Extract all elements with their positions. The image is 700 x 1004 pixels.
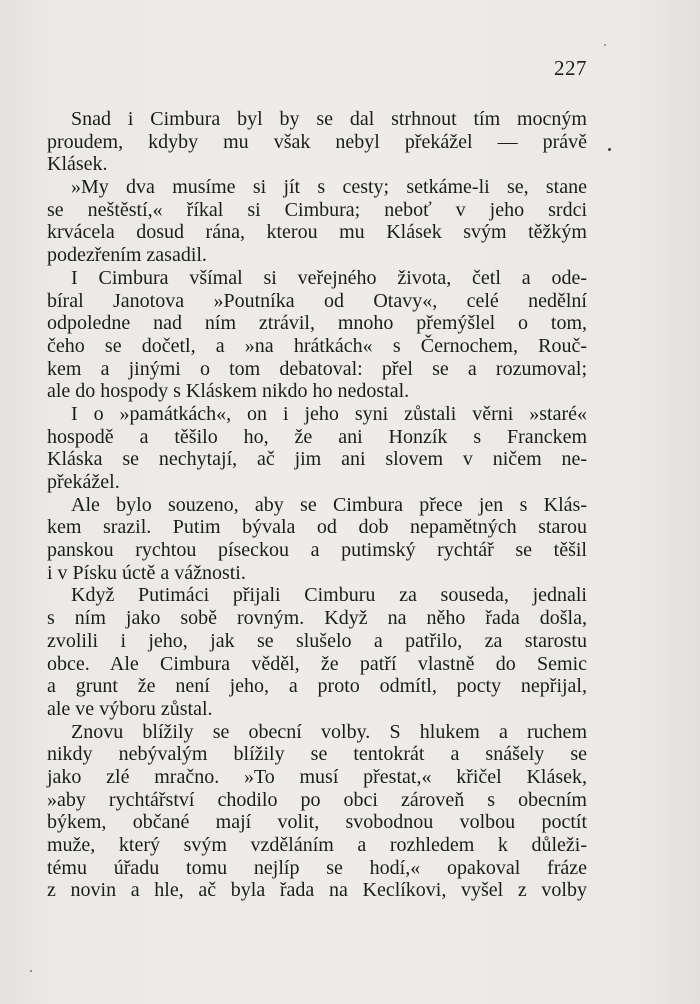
text-line: a grunt že není jeho, a proto odmítl, pocty nepřijal, (47, 675, 587, 698)
paper-speck (30, 970, 32, 972)
text-line: »aby rychtářství chodilo po obci zároveň s obecním (47, 788, 587, 811)
text-line: bíral Janotova »Poutníka od Otavy«, celé nedělní (47, 289, 587, 312)
text-line: čeho se dočetl, a »na hrátkách« s Černochem, Rouč- (47, 334, 587, 357)
text-line: Znovu blížily se obecní volby. S hlukem a ruchem (71, 720, 587, 743)
paper-speck (604, 44, 606, 46)
text-line: muže, který svým vzděláním a rozhledem k důleži- (47, 834, 587, 856)
text-line: I o »památkách«, on i jeho syni zůstali věrni »staré« (71, 402, 587, 425)
text-line: ale do hospody s Kláskem nikdo ho nedostal. (47, 380, 410, 403)
text-line: zvolili i jeho, jak se slušelo a patřilo, za starostu (47, 629, 587, 652)
text-line: Ale bylo souzeno, aby se Cimbura přece jen s Klás- (71, 493, 587, 516)
text-line: překážel. (47, 471, 120, 493)
text-line: Snad i Cimbura byl by se dal strhnout tím mocným (71, 108, 587, 130)
body-text (47, 108, 587, 902)
text-line: tému úřadu tomu nejlíp se hodí,« opakoval fráze (47, 856, 587, 879)
text-line: kem srazil. Putim bývala od dob nepamětných starou (47, 516, 587, 539)
text-line: kem a jinými o tom debatoval: přel se a rozumoval; (47, 357, 587, 380)
text-line: z novin a hle, ač byla řada na Keclíkovi, vyšel z volby (47, 879, 587, 902)
text-line: obce. Ale Cimbura věděl, že patří vlastně do Semic (47, 652, 587, 675)
page-number: 227 (554, 56, 587, 80)
text-line: i v Písku úctě a vážnosti. (47, 561, 246, 584)
text-line: s ním jako sobě rovným. Když na něho řada došla, (47, 607, 587, 630)
text-line: odpoledne nad ním ztrávil, mnoho přemýšlel o tom, (47, 312, 587, 335)
text-line: krvácela dosud rána, kterou mu Klásek svým těžkým (47, 221, 587, 244)
paper-speck (608, 148, 611, 151)
text-line: Kláska se nechytají, ač jim ani slovem v ničem ne- (47, 448, 587, 471)
text-line: Klásek. (47, 153, 108, 176)
text-line: jako zlé mračno. »To musí přestat,« křičel Klásek, (47, 765, 587, 788)
text-line: ale ve výboru zůstal. (47, 697, 213, 720)
text-line: Když Putimáci přijali Cimburu za souseda, jednali (71, 584, 587, 607)
text-line: se neštěstí,« říkal si Cimbura; neboť v jeho srdci (47, 198, 587, 221)
text-line: proudem, kdyby mu však nebyl překážel — právě (47, 130, 587, 153)
text-line: I Cimbura všímal si veřejného života, četl a ode- (71, 266, 587, 289)
text-line: »My dva musíme si jít s cesty; setkáme-li se, stane (71, 176, 587, 199)
text-line: panskou rychtou píseckou a putimský rychtář se těšil (47, 539, 587, 562)
text-line: býkem, občané mají volit, svobodnou volbou poctít (47, 811, 587, 834)
text-line: nikdy nebývalým blížily se tentokrát a snášely se (47, 743, 587, 766)
text-line: hospodě a těšilo ho, že ani Honzík s Franckem (47, 425, 587, 448)
text-line: podezřením zasadil. (47, 244, 207, 267)
